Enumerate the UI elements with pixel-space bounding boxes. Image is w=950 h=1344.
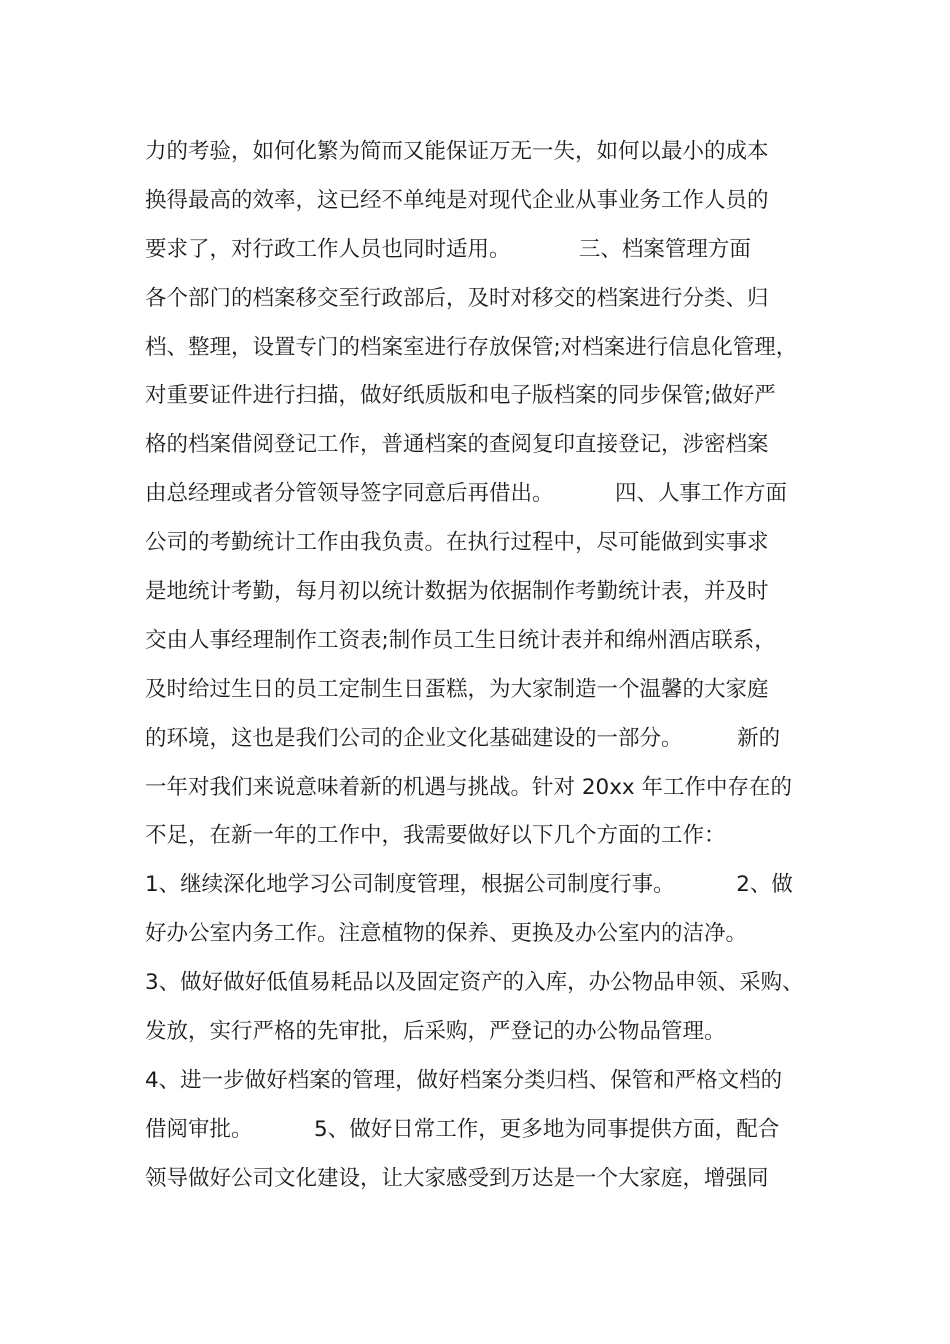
text-line: 力的考验，如何化繁为简而又能保证万无一失，如何以最小的成本 bbox=[145, 139, 769, 164]
text-line: 3、做好做好低值易耗品以及固定资产的入库，办公物品申领、采购、 bbox=[145, 970, 804, 996]
text-line: 换得最高的效率，这已经不单纯是对现代企业从事业务工作人员的 bbox=[145, 187, 769, 213]
body-text bbox=[145, 132, 815, 1208]
text-line: 借阅审批。 5、做好日常工作，更多地为同事提供方面，配合 bbox=[145, 1116, 780, 1142]
text-line: 公司的考勤统计工作由我负责。在执行过程中，尽可能做到实事求 bbox=[145, 530, 769, 556]
text-line: 1、继续深化地学习公司制度管理，根据公司制度行事。 2、做 bbox=[145, 872, 793, 898]
text-line: 领导做好公司文化建设，让大家感受到万达是一个大家庭，增强同 bbox=[145, 1165, 769, 1191]
text-line: 档、整理，设置专门的档案室进行存放保管;对档案进行信息化管理， bbox=[145, 334, 798, 360]
text-line: 由总经理或者分管领导签字同意后再借出。 四、人事工作方面 bbox=[145, 481, 788, 507]
text-line: 对重要证件进行扫描，做好纸质版和电子版档案的同步保管;做好严 bbox=[145, 383, 776, 409]
text-line: 格的档案借阅登记工作，普通档案的查阅复印直接登记，涉密档案 bbox=[145, 432, 769, 458]
text-line: 各个部门的档案移交至行政部后，及时对移交的档案进行分类、归 bbox=[145, 285, 769, 311]
text-line: 好办公室内务工作。注意植物的保养、更换及办公室内的洁净。 bbox=[145, 921, 748, 947]
text-line: 发放，实行严格的先审批，后采购，严登记的办公物品管理。 bbox=[145, 1019, 726, 1045]
text-line: 不足，在新一年的工作中，我需要做好以下几个方面的工作： bbox=[145, 823, 726, 849]
text-line: 的环境，这也是我们公司的企业文化基础建设的一部分。 新的 bbox=[145, 725, 781, 751]
text-line: 4、进一步做好档案的管理，做好档案分类归档、保管和严格文档的 bbox=[145, 1067, 783, 1093]
text-line: 是地统计考勤，每月初以统计数据为依据制作考勤统计表，并及时 bbox=[145, 579, 769, 605]
text-line: 一年对我们来说意味着新的机遇与挑战。针对 20xx 年工作中存在的 bbox=[145, 774, 792, 800]
text-line: 要求了，对行政工作人员也同时适用。 三、档案管理方面 bbox=[145, 236, 751, 262]
text-line: 交由人事经理制作工资表;制作员工生日统计表并和绵州酒店联系， bbox=[145, 627, 776, 653]
text-line: 及时给过生日的员工定制生日蛋糕，为大家制造一个温馨的大家庭 bbox=[145, 676, 769, 702]
